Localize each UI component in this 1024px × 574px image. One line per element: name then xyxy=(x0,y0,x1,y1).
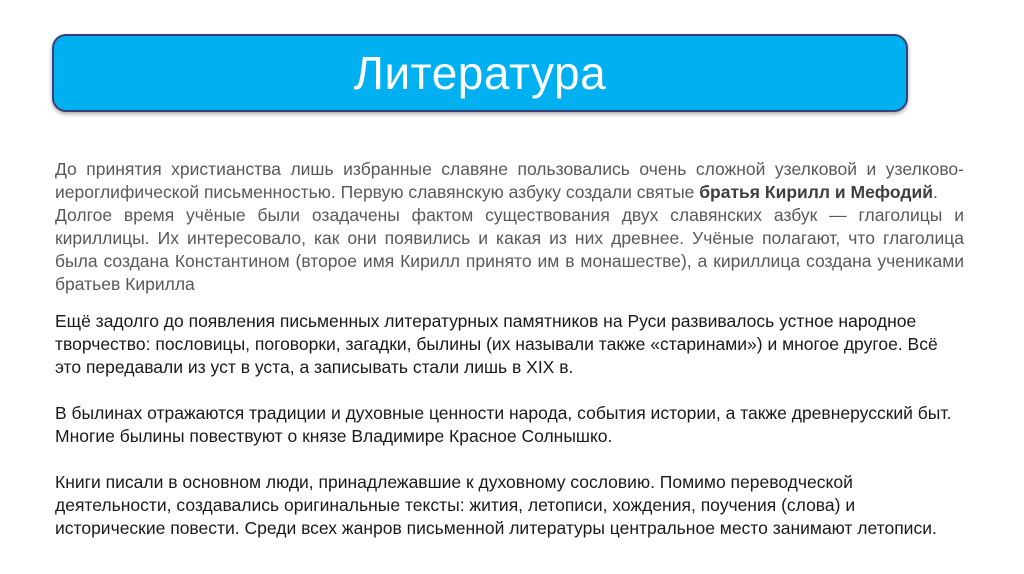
intro-line-1-end: . xyxy=(932,182,938,202)
paragraph-byliny: В былинах отражаются традиции и духовные ценности народа, события истории, а также древнерусский быт. Многие былины повествуют о князе Владимире Красное Солнышко. xyxy=(55,403,952,446)
intro-bold-names: братья Кирилл и Мефодий xyxy=(699,182,933,202)
intro-line-1: До принятия христианства лишь избранные славяне пользовались очень сложной узелковой и узелково-иероглифической письменностью. Первую славянскую азбуку создали святые xyxy=(55,159,964,202)
intro-line-2: Долгое время учёные были озадачены фактом существования двух славянских азбук — глаголицы и кириллицы. Их интересовало, как они появились и какая из них древнее. Учёные полагают, что глаголица была создана Константином (второе имя Кирилл принято им в монашестве), а кириллица создана учениками братьев Кирилла xyxy=(55,205,964,294)
intro-text xyxy=(55,158,964,296)
title-banner xyxy=(52,34,908,112)
page-title: Литература xyxy=(353,47,607,99)
paragraph-folklore: Ещё задолго до появления письменных литературных памятников на Руси развивалось устное народное творчество: пословицы, поговорки, загадки, былины (их называли также «старинами») и многое другое. Всё это передавали из уст в уста, а записывать стали лишь в XIX в. xyxy=(55,311,938,377)
paragraph-books: Книги писали в основном люди, принадлежавшие к духовному сословию. Помимо переводческой деятельности, создавались оригинальные тексты: жития, летописи, хождения, поучения (слова) и исторические повести. Среди всех жанров письменной литературы центральное место занимают летописи. xyxy=(55,472,937,538)
main-text xyxy=(55,310,964,563)
